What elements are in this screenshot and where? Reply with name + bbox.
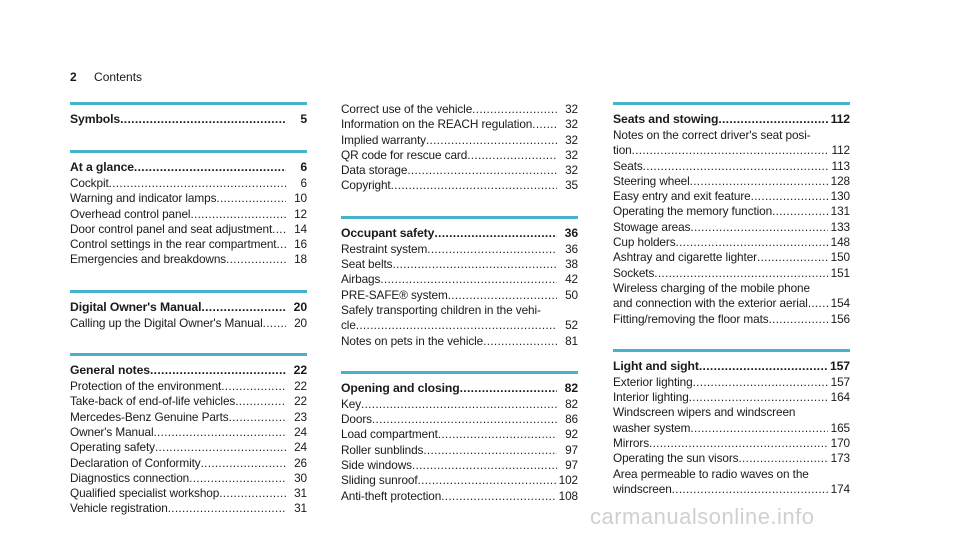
dot-leader xyxy=(434,225,557,242)
toc-section xyxy=(613,102,850,327)
dot-leader xyxy=(226,252,286,267)
dot-leader xyxy=(216,191,286,206)
toc-entry-text: cle xyxy=(341,318,356,333)
section-heading[interactable] xyxy=(70,362,307,379)
toc-entry-page: 130 xyxy=(830,189,850,204)
toc-entry-text: Warning and indicator lamps xyxy=(70,191,217,206)
toc-entry[interactable] xyxy=(341,257,578,272)
toc-section xyxy=(70,150,307,268)
toc-entry-page: 113 xyxy=(831,158,850,173)
toc-entry[interactable] xyxy=(613,189,850,204)
dot-leader xyxy=(441,489,555,504)
toc-entry-page: 102 xyxy=(558,473,578,488)
toc-entry-page: 32 xyxy=(565,117,578,132)
section-heading-page: 82 xyxy=(564,380,578,395)
section-heading[interactable] xyxy=(341,225,578,242)
toc-entry-text: Declaration of Conformity xyxy=(70,455,201,470)
toc-entry-page: 23 xyxy=(294,409,307,424)
section-heading-text: General notes xyxy=(70,363,150,378)
toc-entry-text: Implied warranty xyxy=(341,132,426,147)
toc-entry[interactable] xyxy=(70,316,307,331)
section-heading-page: 6 xyxy=(300,160,307,174)
toc-entry-page: 38 xyxy=(565,257,578,272)
toc-entry[interactable] xyxy=(341,458,578,473)
dot-leader xyxy=(472,102,557,117)
toc-entry-text: Doors xyxy=(341,412,372,427)
toc-entry-page: 32 xyxy=(565,102,578,116)
toc-entry[interactable] xyxy=(341,117,578,132)
toc-entry[interactable] xyxy=(341,178,578,193)
toc-entry-text: Qualified specialist workshop xyxy=(70,486,220,501)
toc-entry-text: Sockets xyxy=(613,265,655,280)
toc-entry-page: 14 xyxy=(294,221,307,236)
toc-entry-text: Ashtray and cigarette lighter xyxy=(613,250,757,265)
dot-leader xyxy=(109,176,286,191)
toc-entry[interactable] xyxy=(70,486,307,501)
toc-entry-text: Owner's Manual xyxy=(70,424,154,439)
toc-entry-page: 154 xyxy=(830,296,850,311)
dot-leader xyxy=(483,334,557,349)
toc-entry-page: 81 xyxy=(565,333,578,348)
dot-leader xyxy=(643,159,829,174)
dot-leader xyxy=(190,207,286,222)
toc-entry[interactable] xyxy=(613,235,850,250)
toc-entry-page: 18 xyxy=(294,252,307,267)
toc-entry[interactable] xyxy=(70,394,307,409)
toc-entry-text: Exterior lighting xyxy=(613,374,693,389)
toc-entry-page: 151 xyxy=(830,265,850,280)
toc-entry-page: 6 xyxy=(300,176,307,190)
dot-leader xyxy=(751,189,828,204)
section-rule xyxy=(70,290,307,293)
toc-entry-text: Sliding sunroof xyxy=(341,473,418,488)
toc-entry-text: Operating the memory function xyxy=(613,204,773,219)
dot-leader xyxy=(201,299,286,316)
toc-entry-page: 32 xyxy=(565,163,578,178)
toc-entry-text: Copyright xyxy=(341,178,391,193)
toc-entry[interactable] xyxy=(341,242,578,257)
toc-entry-text: QR code for rescue card xyxy=(341,147,468,162)
dot-leader xyxy=(738,451,827,466)
toc-entry[interactable] xyxy=(70,425,307,440)
toc-entry[interactable] xyxy=(613,174,850,189)
toc-entry-text: windscreen xyxy=(613,481,672,496)
toc-entry-line[interactable]: Notes on the correct driver's seat posi- xyxy=(613,128,811,142)
toc-entry-page: 112 xyxy=(831,143,850,158)
section-heading[interactable] xyxy=(613,111,850,128)
toc-entry[interactable] xyxy=(613,143,850,158)
toc-entry-page: 36 xyxy=(565,241,578,256)
section-rule xyxy=(70,102,307,105)
toc-entry[interactable] xyxy=(613,204,850,219)
toc-entry-text: Information on the REACH regulation xyxy=(341,117,533,132)
toc-entry-text: Seats xyxy=(613,158,643,173)
toc-entry[interactable] xyxy=(613,375,850,390)
toc-entry-text: and connection with the exterior aerial xyxy=(613,296,808,311)
toc-entry-page: 97 xyxy=(565,442,578,457)
toc-entry-page: 16 xyxy=(294,237,307,252)
dot-leader xyxy=(757,250,828,265)
toc-entry[interactable] xyxy=(341,272,578,287)
dot-leader xyxy=(361,397,557,412)
toc-entry[interactable] xyxy=(341,397,578,412)
toc-entry[interactable] xyxy=(70,471,307,486)
dot-leader xyxy=(235,394,286,409)
toc-entry[interactable] xyxy=(613,159,850,174)
section-rule xyxy=(613,102,850,105)
toc-entry-text: Emergencies and breakdowns xyxy=(70,252,227,267)
dot-leader xyxy=(229,410,286,425)
toc-entry[interactable] xyxy=(613,312,850,327)
toc-entry-text: Fitting/removing the floor mats xyxy=(613,311,769,326)
toc-entry-text: Roller sunblinds xyxy=(341,442,424,457)
dot-leader xyxy=(272,222,286,237)
toc-entry[interactable] xyxy=(613,266,850,281)
toc-section xyxy=(70,353,307,517)
toc-entry[interactable] xyxy=(70,501,307,516)
section-heading-page: 36 xyxy=(564,225,578,240)
toc-entry-page: 157 xyxy=(830,374,850,389)
toc-section xyxy=(341,371,578,504)
dot-leader xyxy=(632,143,829,158)
dot-leader xyxy=(532,117,557,132)
section-heading-text: Light and sight xyxy=(613,358,699,373)
dot-leader xyxy=(372,412,557,427)
toc-entry-page: 32 xyxy=(565,147,578,162)
dot-leader xyxy=(718,111,827,128)
toc-section xyxy=(70,102,307,128)
section-heading[interactable] xyxy=(70,299,307,316)
section-heading[interactable] xyxy=(613,358,850,375)
dot-leader xyxy=(201,456,286,471)
section-heading-text: Seats and stowing xyxy=(613,112,719,126)
dot-leader xyxy=(150,362,286,379)
section-heading[interactable] xyxy=(70,159,307,176)
toc-section xyxy=(613,349,850,497)
toc-column-3 xyxy=(613,102,850,519)
section-heading-text: Digital Owner's Manual xyxy=(70,299,202,314)
toc-entry[interactable] xyxy=(341,489,578,504)
section-heading-text: At a glance xyxy=(70,160,134,174)
dot-leader xyxy=(380,272,557,287)
dot-leader xyxy=(221,379,286,394)
dot-leader xyxy=(438,427,557,442)
dot-leader xyxy=(120,111,286,128)
toc-entry-text: Side windows xyxy=(341,458,412,473)
page-number: 2 xyxy=(70,70,77,84)
toc-entry[interactable] xyxy=(341,473,578,488)
dot-leader xyxy=(263,316,286,331)
toc-entry[interactable] xyxy=(341,318,578,333)
toc-entry-line[interactable]: Windscreen wipers and windscreen xyxy=(613,405,796,420)
dot-leader xyxy=(693,375,828,390)
toc-entry-text: Key xyxy=(341,396,362,411)
toc-entry-text: Take-back of end-of-life vehicles xyxy=(70,394,236,409)
toc-entry[interactable] xyxy=(341,443,578,458)
toc-entry-page: 148 xyxy=(830,235,850,250)
section-heading-page: 157 xyxy=(829,358,850,373)
toc-entry[interactable] xyxy=(341,133,578,148)
dot-leader xyxy=(654,266,827,281)
toc-entry-page: 32 xyxy=(565,132,578,147)
dot-leader xyxy=(690,421,827,436)
toc-entry[interactable] xyxy=(613,451,850,466)
toc-entry[interactable] xyxy=(70,410,307,425)
toc-entry[interactable] xyxy=(70,222,307,237)
toc-entry-page: 173 xyxy=(830,451,850,466)
toc-entry[interactable] xyxy=(70,440,307,455)
page-header xyxy=(70,70,142,84)
section-heading-text: Opening and closing xyxy=(341,380,460,395)
toc-entry[interactable] xyxy=(70,237,307,252)
toc-entry-text: Anti-theft protection xyxy=(341,488,442,503)
dot-leader xyxy=(168,501,286,516)
dot-leader xyxy=(672,482,828,497)
section-rule xyxy=(613,349,850,352)
dot-leader xyxy=(392,257,557,272)
dot-leader xyxy=(690,220,827,235)
toc-entry-text: Interior lighting xyxy=(613,390,689,405)
dot-leader xyxy=(689,390,828,405)
dot-leader xyxy=(407,163,557,178)
toc-entry-page: 133 xyxy=(830,219,850,234)
toc-entry-page: 22 xyxy=(294,379,307,394)
toc-entry-page: 31 xyxy=(294,486,307,501)
toc-entry[interactable] xyxy=(613,250,850,265)
toc-entry-text: Seat belts xyxy=(341,257,393,272)
toc-entry-text: Cockpit xyxy=(70,176,109,190)
dot-leader xyxy=(690,174,828,189)
section-heading-page: 112 xyxy=(830,112,850,126)
dot-leader xyxy=(356,318,557,333)
toc-entry-text: tion xyxy=(613,143,632,158)
dot-leader xyxy=(423,443,557,458)
toc-entry[interactable] xyxy=(341,427,578,442)
toc-entry-page: 12 xyxy=(294,206,307,221)
toc-entry-page: 52 xyxy=(565,318,578,333)
toc-entry-page: 10 xyxy=(294,191,307,206)
toc-entry[interactable] xyxy=(613,482,850,497)
toc-entry[interactable] xyxy=(70,252,307,267)
section-rule xyxy=(341,371,578,374)
toc-entry-text: PRE-SAFE® system xyxy=(341,287,448,302)
toc-entry-text: Cup holders xyxy=(613,235,676,250)
toc-entry-page: 22 xyxy=(294,394,307,409)
toc-entry-text: Mercedes-Benz Genuine Parts xyxy=(70,409,229,424)
toc-entry[interactable] xyxy=(341,148,578,163)
toc-entry[interactable] xyxy=(341,334,578,349)
toc-entry-text: Operating safety xyxy=(70,440,155,455)
toc-entry[interactable] xyxy=(70,207,307,222)
section-rule xyxy=(341,216,578,219)
dot-leader xyxy=(769,312,828,327)
toc-column-1 xyxy=(70,102,307,539)
toc-entry-text: Stowage areas xyxy=(613,219,691,234)
dot-leader xyxy=(467,148,557,163)
toc-section xyxy=(341,102,578,194)
dot-leader xyxy=(460,380,557,397)
toc-entry-page: 156 xyxy=(830,311,850,326)
toc-entry-page: 128 xyxy=(830,173,850,188)
toc-entry-page: 31 xyxy=(294,501,307,516)
toc-entry[interactable] xyxy=(613,220,850,235)
toc-entry-page: 150 xyxy=(830,250,850,265)
toc-entry-page: 24 xyxy=(294,440,307,455)
toc-entry-text: Operating the sun visors xyxy=(613,451,739,466)
dot-leader xyxy=(699,358,827,375)
toc-entry-text: Door control panel and seat adjustment xyxy=(70,221,273,236)
dot-leader xyxy=(448,288,557,303)
toc-entry-page: 97 xyxy=(565,458,578,473)
toc-entry-page: 24 xyxy=(294,424,307,439)
toc-entry-page: 42 xyxy=(565,272,578,287)
toc-entry-page: 174 xyxy=(830,481,850,496)
toc-entry-page: 131 xyxy=(830,204,850,219)
dot-leader xyxy=(276,237,286,252)
section-heading-page: 20 xyxy=(293,299,307,314)
dot-leader xyxy=(134,159,286,176)
toc-entry-page: 108 xyxy=(558,488,578,503)
toc-entry-page: 30 xyxy=(294,470,307,485)
toc-entry[interactable] xyxy=(613,421,850,436)
toc-entry[interactable] xyxy=(70,379,307,394)
toc-section xyxy=(70,290,307,331)
toc-entry-text: Notes on pets in the vehicle xyxy=(341,333,484,348)
toc-entry[interactable] xyxy=(341,163,578,178)
toc-entry-text: washer system xyxy=(613,420,691,435)
toc-entry-line[interactable]: Wireless charging of the mobile phone xyxy=(613,280,810,295)
toc-entry-text: Overhead control panel xyxy=(70,206,191,221)
page-title: Contents xyxy=(94,70,143,84)
toc-entry-page: 92 xyxy=(565,427,578,442)
toc-entry-line[interactable]: Area permeable to radio waves on the xyxy=(613,466,809,481)
toc-entry-page: 165 xyxy=(830,420,850,435)
toc-entry[interactable] xyxy=(70,191,307,206)
toc-entry[interactable] xyxy=(341,288,578,303)
toc-entry-text: Control settings in the rear compartment xyxy=(70,237,277,252)
toc-entry-text: Calling up the Digital Owner's Manual xyxy=(70,315,263,330)
section-rule xyxy=(70,150,307,153)
toc-entry-text: Restraint system xyxy=(341,241,428,256)
dot-leader xyxy=(772,204,828,219)
toc-entry-text: Steering wheel xyxy=(613,173,690,188)
dot-leader xyxy=(676,235,828,250)
toc-entry-page: 164 xyxy=(830,390,850,405)
section-rule xyxy=(70,353,307,356)
toc-entry-page: 26 xyxy=(294,455,307,470)
toc-entry-text: Load compartment xyxy=(341,427,438,442)
toc-entry-line[interactable]: Safely transporting children in the vehi- xyxy=(341,302,541,317)
dot-leader xyxy=(155,440,286,455)
toc-entry-text: Airbags xyxy=(341,272,381,287)
toc-entry-text: Correct use of the vehicle xyxy=(341,102,473,116)
toc-entry-text: Protection of the environment xyxy=(70,379,222,394)
toc-entry-page: 86 xyxy=(565,412,578,427)
toc-entry-page: 50 xyxy=(565,287,578,302)
toc-entry-page: 170 xyxy=(830,436,850,451)
dot-leader xyxy=(808,296,828,311)
toc-entry[interactable] xyxy=(70,176,307,191)
dot-leader xyxy=(426,133,557,148)
toc-entry-page: 82 xyxy=(565,396,578,411)
dot-leader xyxy=(427,242,557,257)
dot-leader xyxy=(418,473,556,488)
toc-entry-text: Data storage xyxy=(341,163,408,178)
dot-leader xyxy=(219,486,286,501)
toc-entry[interactable] xyxy=(613,390,850,405)
toc-section xyxy=(341,216,578,349)
section-heading-page: 5 xyxy=(300,112,307,126)
section-heading-page: 22 xyxy=(293,363,307,378)
toc-entry[interactable] xyxy=(613,296,850,311)
section-heading[interactable] xyxy=(341,380,578,397)
toc-entry-page: 35 xyxy=(565,178,578,193)
dot-leader xyxy=(153,425,286,440)
toc-entry-text: Diagnostics connection xyxy=(70,470,190,485)
section-heading-text: Symbols xyxy=(70,112,121,126)
dot-leader xyxy=(391,178,557,193)
section-heading[interactable] xyxy=(70,111,307,128)
dot-leader xyxy=(412,458,557,473)
toc-entry[interactable] xyxy=(70,456,307,471)
dot-leader xyxy=(649,436,828,451)
toc-entry-text: Vehicle registration xyxy=(70,501,168,516)
toc-entry[interactable] xyxy=(341,102,578,117)
toc-entry[interactable] xyxy=(341,412,578,427)
toc-column-2 xyxy=(341,102,578,526)
toc-entry-text: Mirrors xyxy=(613,436,649,451)
toc-entry-text: Easy entry and exit feature xyxy=(613,189,751,204)
dot-leader xyxy=(189,471,286,486)
toc-entry[interactable] xyxy=(613,436,850,451)
watermark: carmanualsonline.info xyxy=(590,504,815,529)
toc-entry-page: 20 xyxy=(294,315,307,330)
section-heading-text: Occupant safety xyxy=(341,225,435,240)
